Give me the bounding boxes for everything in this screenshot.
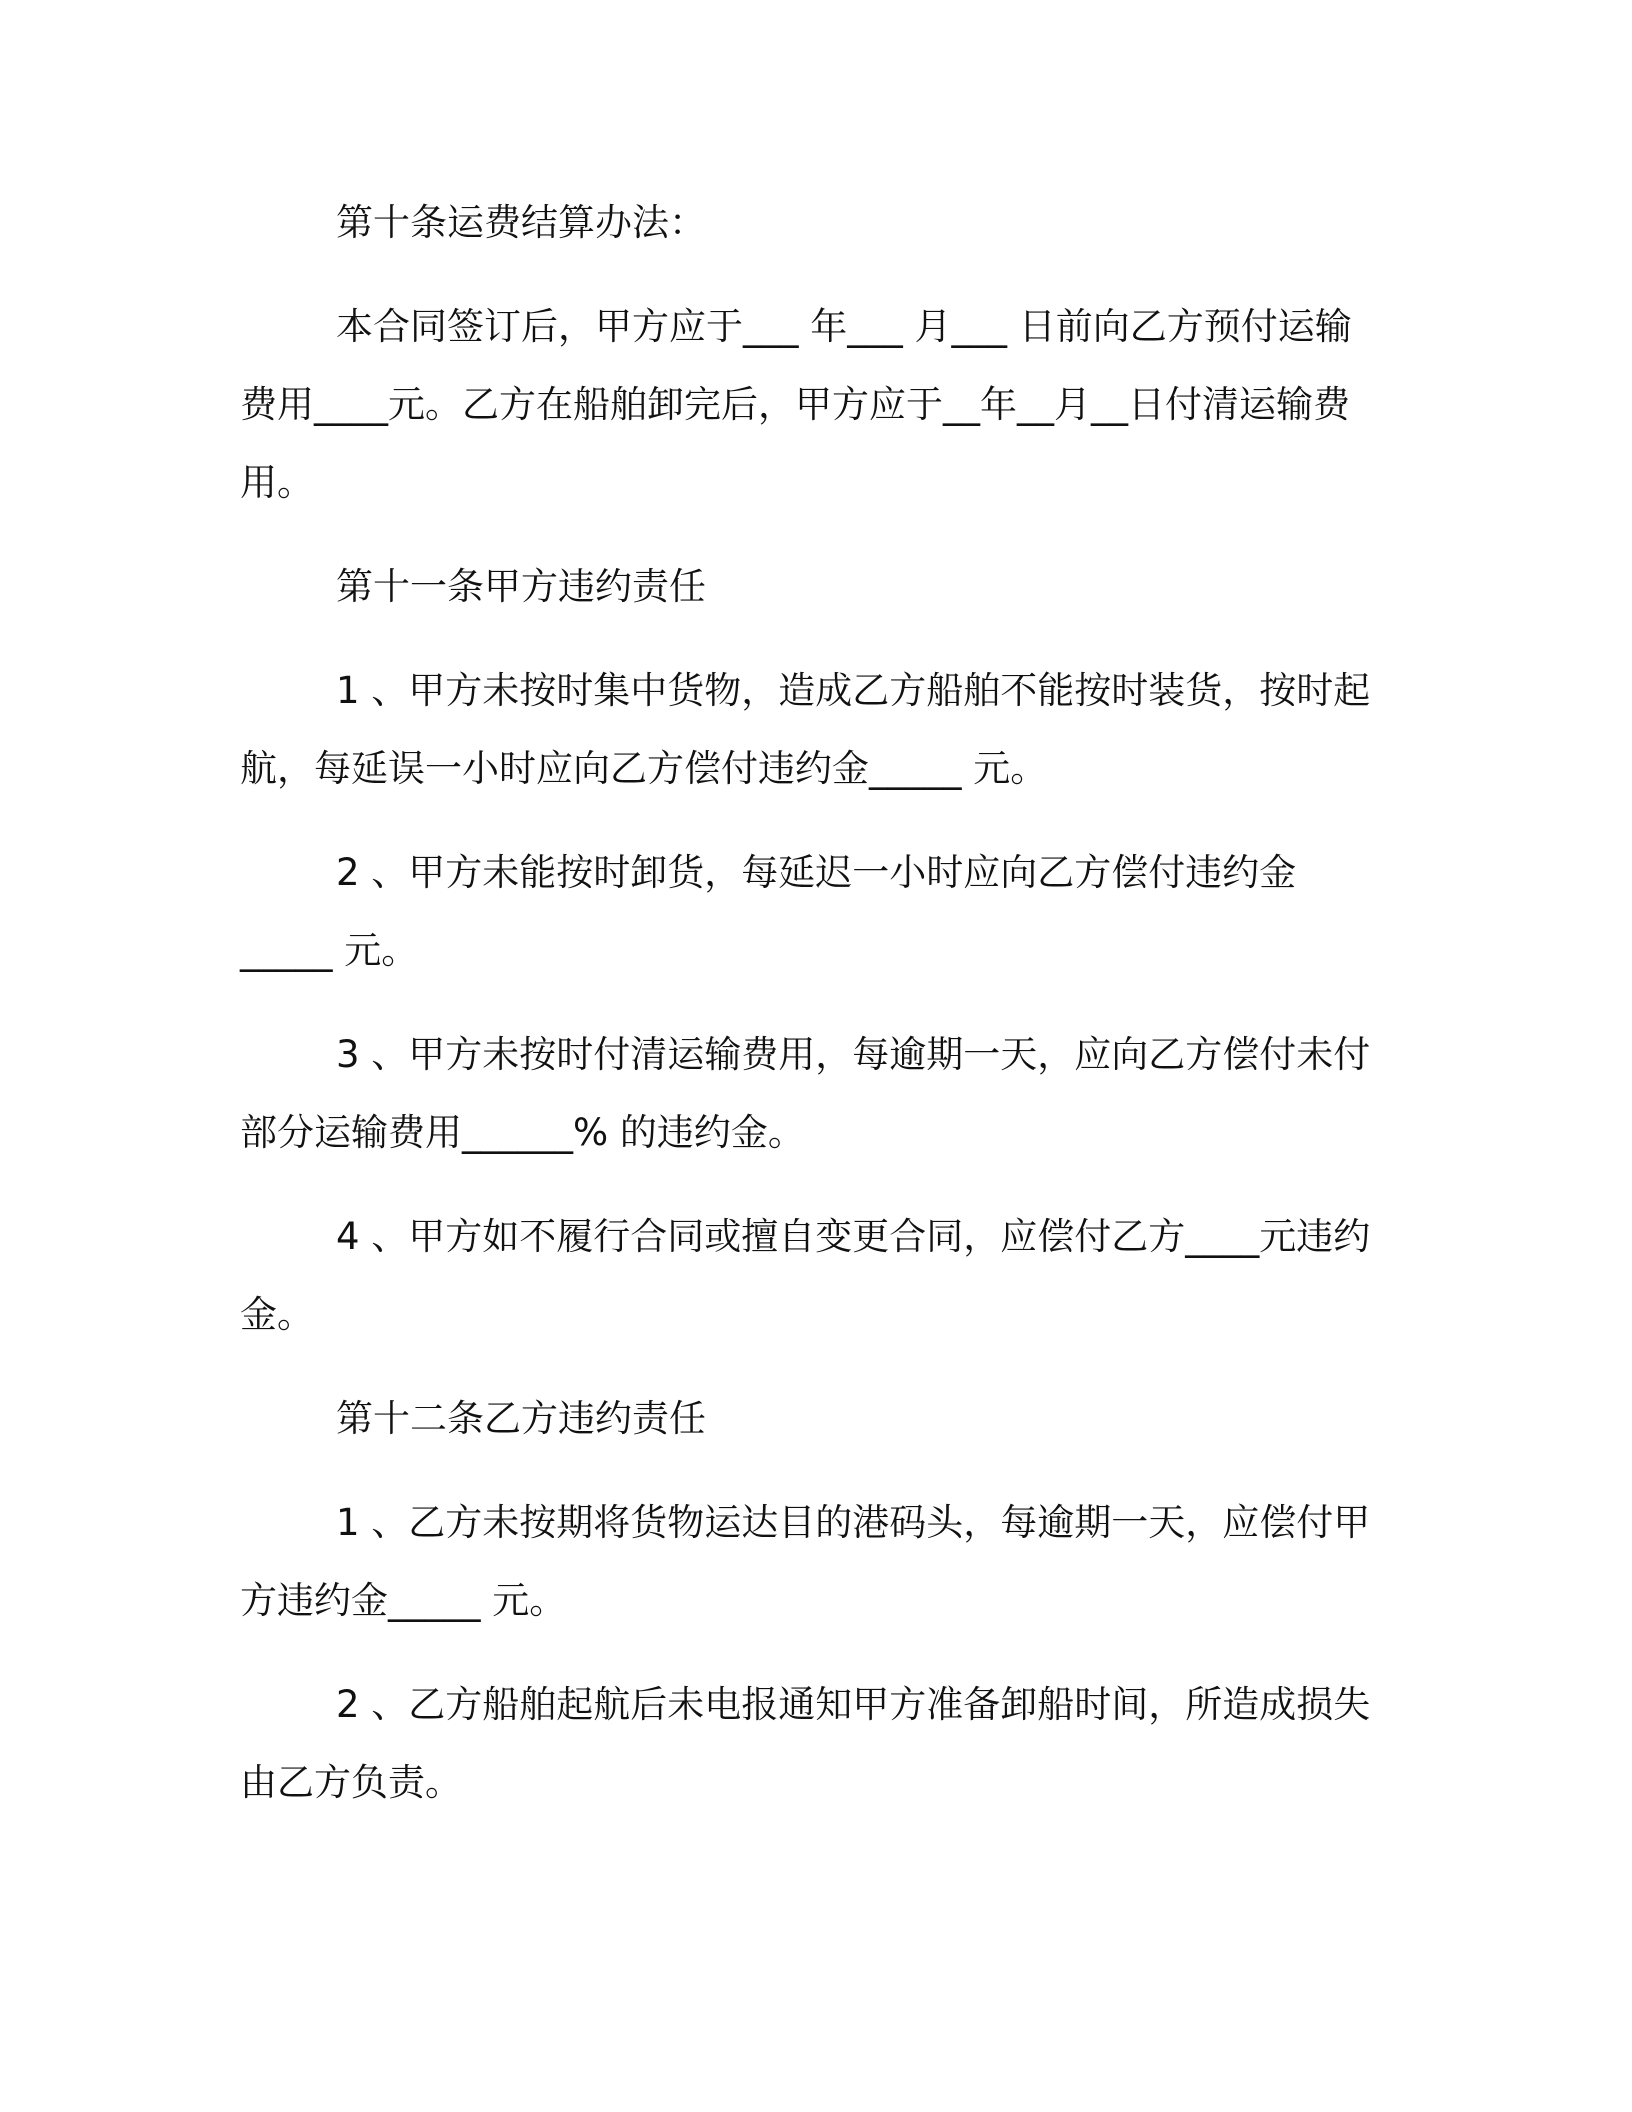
text-line: 方违约金_____ 元。	[240, 1579, 567, 1622]
article-12-heading	[240, 1380, 1380, 1458]
text-line: 部分运输费用______% 的违约金。	[240, 1111, 805, 1154]
text-line: 本合同签订后，甲方应于___ 年___ 月___ 日前向乙方预付运输	[336, 305, 1352, 348]
article-12-item-1	[240, 1484, 1380, 1640]
article-12-item-2	[240, 1666, 1380, 1822]
text-line: 2 、甲方未能按时卸货，每延迟一小时应向乙方偿付违约金	[336, 851, 1297, 894]
text-line: 2 、乙方船舶起航后未电报通知甲方准备卸船时间，所造成损失	[336, 1683, 1371, 1726]
article-11-item-4	[240, 1198, 1380, 1354]
text-line: 第十一条甲方违约责任	[336, 565, 706, 608]
document-body	[240, 184, 1380, 1848]
text-line: 第十二条乙方违约责任	[336, 1397, 706, 1440]
text-line: 金。	[240, 1293, 314, 1336]
text-line: 航，每延误一小时应向乙方偿付违约金_____ 元。	[240, 747, 1048, 790]
article-10-heading	[240, 184, 1380, 262]
article-10-body	[240, 288, 1380, 522]
article-11-heading	[240, 548, 1380, 626]
text-line: 费用____元。乙方在船舶卸完后，甲方应于__年__月__日付清运输费	[240, 383, 1350, 426]
text-line: _____ 元。	[240, 929, 419, 972]
text-line: 4 、甲方如不履行合同或擅自变更合同，应偿付乙方____元违约	[336, 1215, 1371, 1258]
text-line: 第十条运费结算办法：	[336, 201, 706, 244]
text-line: 用。	[240, 461, 314, 504]
article-11-item-2	[240, 834, 1380, 990]
text-line: 1 、乙方未按期将货物运达目的港码头，每逾期一天，应偿付甲	[336, 1501, 1371, 1544]
text-line: 3 、甲方未按时付清运输费用，每逾期一天，应向乙方偿付未付	[336, 1033, 1371, 1076]
text-line: 1 、甲方未按时集中货物，造成乙方船舶不能按时装货，按时起	[336, 669, 1371, 712]
article-11-item-3	[240, 1016, 1380, 1172]
text-line: 由乙方负责。	[240, 1761, 462, 1804]
article-11-item-1	[240, 652, 1380, 808]
